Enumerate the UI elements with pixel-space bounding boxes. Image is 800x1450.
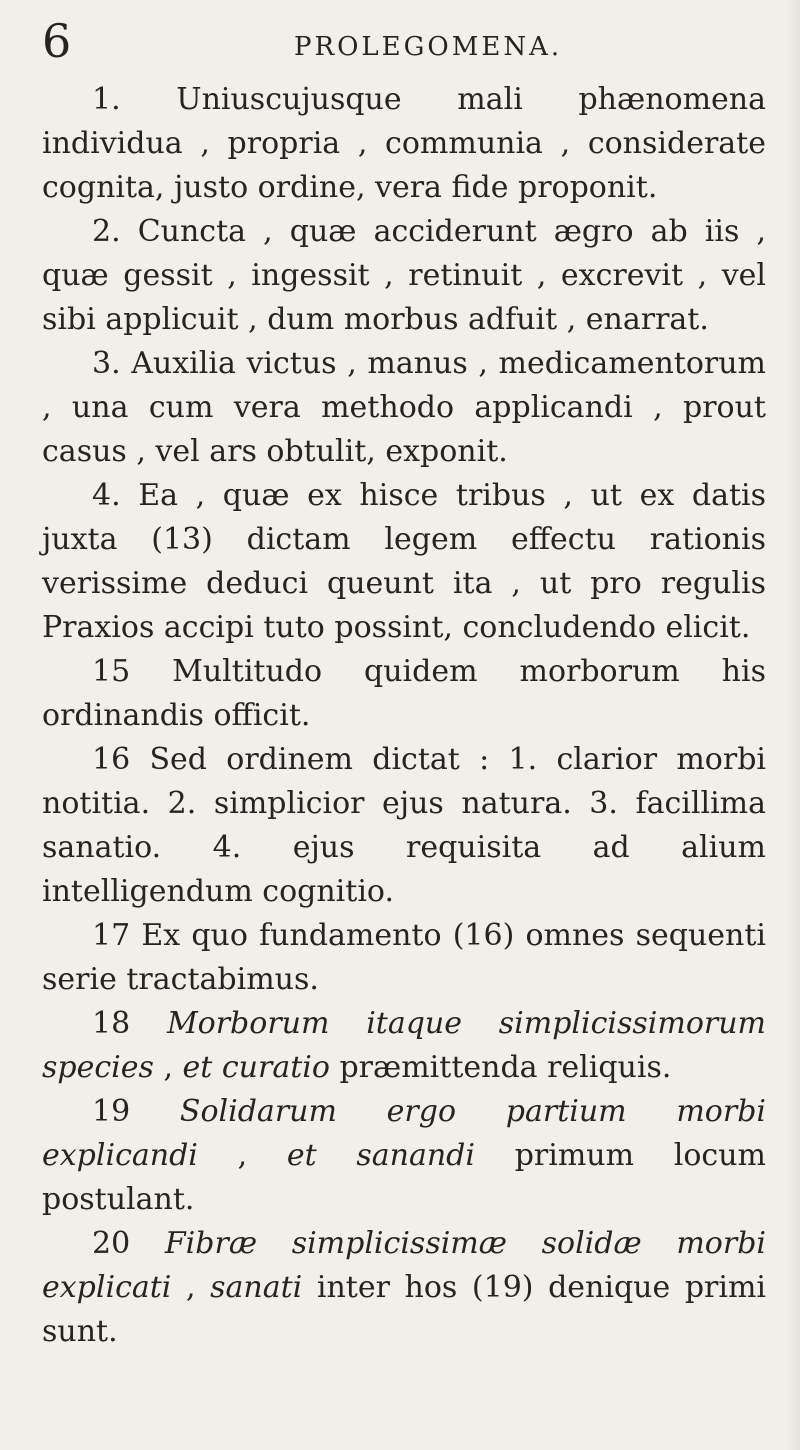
paragraph-20-comma: , (171, 1270, 211, 1305)
paragraph-19 (42, 1090, 766, 1222)
paragraph-1: 1. Uniuscujusque mali phænomena individua , propria , communia , considerate cognita, justo ordine, vera fide proponit. (42, 82, 766, 205)
running-title: PROLEGOMENA. (294, 32, 563, 62)
paragraph-19-rest: primum locum postulant. (42, 1138, 766, 1217)
paragraph-18-italic-a: Morborum itaque simplicissimorum species (42, 1006, 766, 1085)
paragraph-19-comma: , (197, 1138, 287, 1173)
paragraph-16: 16 Sed ordinem dictat : 1. clarior morbi notitia. 2. simplicior ejus natura. 3. facillima sanatio. 4. ejus requisita ad alium intelligendum cognitio. (42, 742, 766, 909)
paragraph-18-italic-b: et curatio (182, 1050, 330, 1085)
paragraph-20-italic-b: sanati (210, 1270, 303, 1305)
paragraph-20 (42, 1222, 766, 1354)
paragraph-17: 17 Ex quo fundamento (16) omnes sequenti serie tractabimus. (42, 918, 766, 997)
paragraph-18 (42, 1002, 766, 1090)
paragraph-15: 15 Multitudo quidem morborum his ordinandis officit. (42, 654, 766, 733)
paragraph-2: 2. Cuncta , quæ acciderunt ægro ab iis , quæ gessit , ingessit , retinuit , excrevit , vel sibi applicuit , dum morbus adfuit , enarrat. (42, 214, 766, 337)
running-head (42, 14, 766, 68)
paragraph-20-rest: inter hos (19) denique primi sunt. (42, 1270, 767, 1349)
paragraph-20-italic-a: Fibræ simplicissimæ solidæ morbi explicati (42, 1226, 766, 1305)
paragraph-18-number: 18 (92, 1006, 167, 1041)
paragraph-4: 4. Ea , quæ ex hisce tribus , ut ex datis juxta (13) dictam legem effectu rationis verissime deduci queunt ita , ut pro regulis Praxios accipi tuto possint, concludendo elicit. (42, 478, 766, 645)
paragraph-19-number: 19 (92, 1094, 180, 1129)
page-edge-shadow (786, 0, 800, 1450)
paragraph-18-rest: præmittenda reliquis. (329, 1050, 672, 1085)
paragraph-3: 3. Auxilia victus , manus , medicamentorum , una cum vera methodo applicandi , prout casus , vel ars obtulit, exponit. (42, 346, 766, 469)
paragraph-18-comma: , (153, 1050, 183, 1085)
paragraph-20-number: 20 (92, 1226, 165, 1261)
paragraph-19-italic-b: et sanandi (286, 1138, 475, 1173)
page-number: 6 (42, 14, 72, 68)
paragraph-19-italic-a: Solidarum ergo partium morbi explicandi (42, 1094, 766, 1173)
